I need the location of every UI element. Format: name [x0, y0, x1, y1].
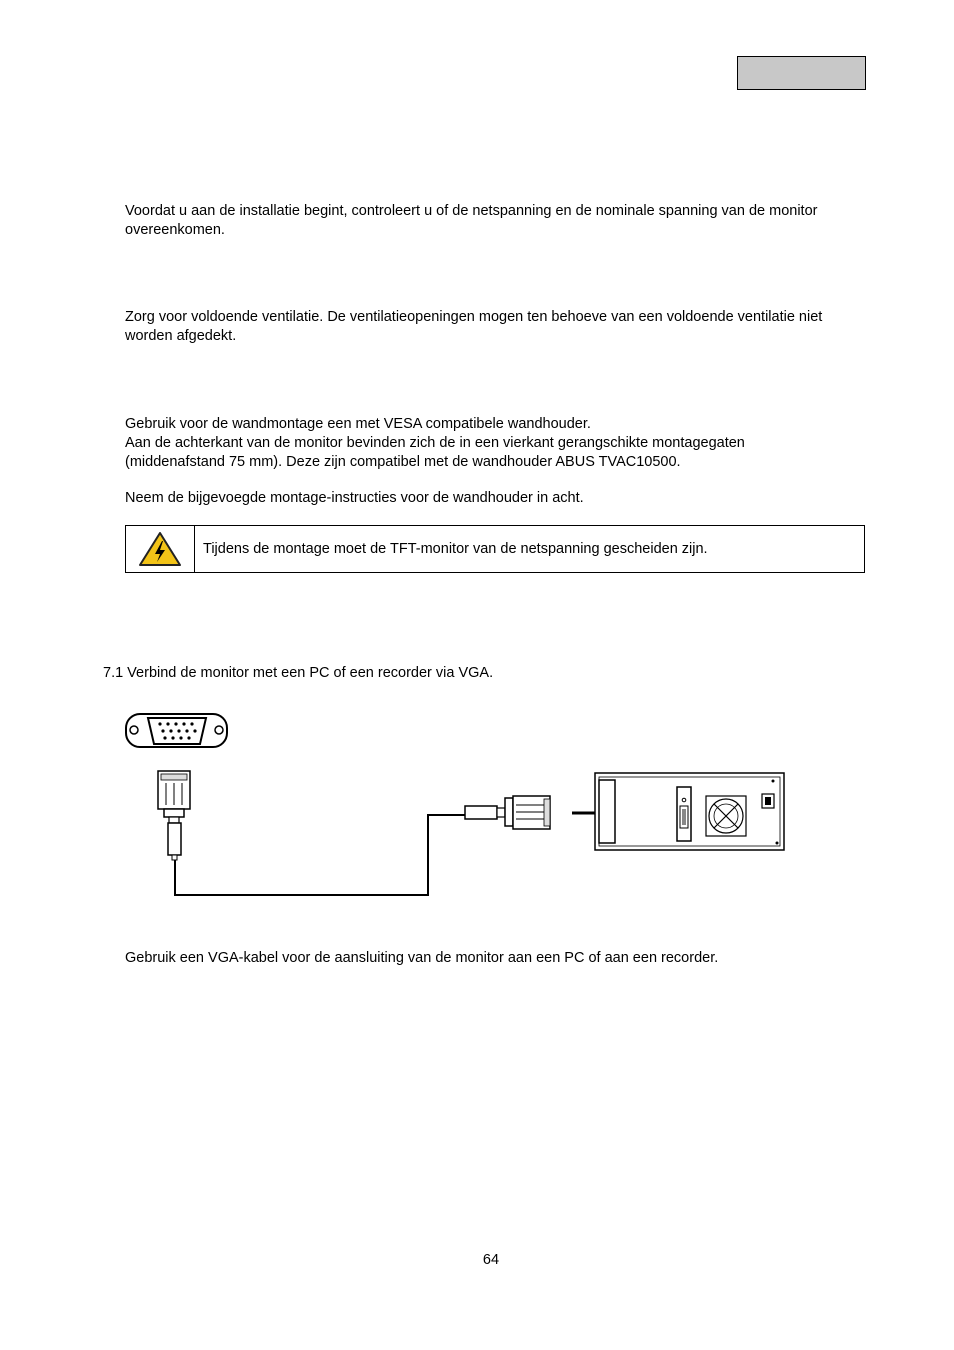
wall-mount-line-1: Gebruik voor de wandmontage een met VESA compatibele wandhouder. [125, 416, 591, 432]
vga-note-paragraph [125, 949, 845, 968]
vga-plug-left-icon [158, 771, 190, 860]
wall-mount-line-2: Aan de achterkant van de monitor bevinden zich de in een vierkant gerangschikte montagegaten (middenafstand 75 mm). Deze zijn compatibel met de wandhouder ABUS TVAC10500. [125, 435, 745, 470]
high-voltage-warning-icon [138, 531, 182, 567]
subsection-7-1-heading: 7.1 Verbind de monitor met een PC of een recorder via VGA. [103, 665, 494, 681]
power-check-text: Voordat u aan de installatie begint, controleert u of de netspanning en de nominale spanning van de monitor overeenkomen. [125, 203, 818, 238]
warning-box [125, 525, 865, 573]
mount-instructions-text: Neem de bijgevoegde montage-instructies voor de wandhouder in acht. [125, 490, 584, 506]
page-number: 64 [482, 1252, 500, 1268]
mount-instructions-paragraph [125, 489, 845, 508]
power-check-paragraph [125, 202, 845, 240]
ventilation-paragraph [125, 308, 845, 346]
vga-note-text: Gebruik een VGA-kabel voor de aansluiting van de monitor aan een PC of aan een recorder. [125, 950, 719, 966]
vga-cable [175, 815, 465, 895]
warning-text: Tijdens de montage moet de TFT-monitor van de netspanning gescheiden zijn. [203, 541, 708, 557]
vga-plug-right-icon [465, 796, 550, 829]
vga-connection-diagram [120, 705, 800, 905]
vga-port-icon [126, 714, 227, 747]
pc-rear-panel-icon [595, 773, 784, 850]
warning-icon-cell [126, 526, 195, 572]
ventilation-text: Zorg voor voldoende ventilatie. De ventilatieopeningen mogen ten behoeve van een voldoende ventilatie niet worden afgedekt. [125, 309, 823, 344]
wall-mount-paragraph [125, 415, 845, 472]
language-tab [737, 56, 866, 90]
